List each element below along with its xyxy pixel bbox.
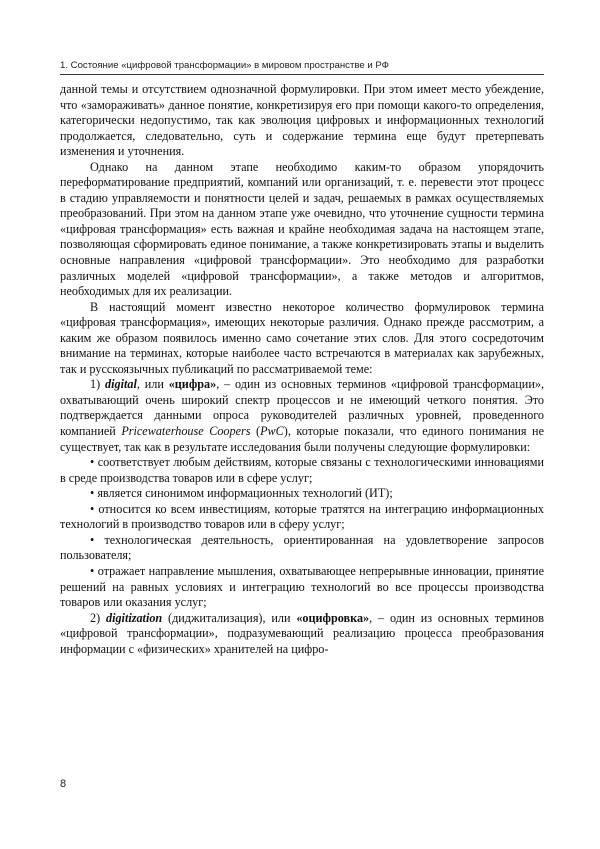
running-header: 1. Состояние «цифровой трансформации» в мировом пространстве и РФ xyxy=(60,60,389,71)
term-item-digital xyxy=(60,377,544,455)
paragraph-terms-intro: В настоящий момент известно некоторое количество формулировок термина «цифровая трансформация», имеющих некоторые различия. Однако прежде рассмотрим, а каким же образом появилось именно само сочетание этих слов. Для этого сосредоточим внимание на терминах, которые наиболее часто встречаются в материалах как зарубежных, так и русскоязычных публикаций по рассматриваемой теме: xyxy=(60,299,544,376)
bullet-item: • технологическая деятельность, ориентированная на удовлетворение запросов пользователя; xyxy=(60,532,544,563)
body-text xyxy=(60,82,544,657)
company-abbreviation: PwC xyxy=(260,424,284,439)
term-definition: , – один из основных терминов «цифровой трансформации», подразумевающий реализацию процесса преобразования информации с «физических» хранителей на цифро- xyxy=(60,610,544,656)
term-parenthetical: (диджитализация), или xyxy=(162,610,297,625)
bullet-item: • является синонимом информационных технологий (ИТ); xyxy=(90,486,393,501)
term-item-digitization xyxy=(60,611,544,658)
page-number: 8 xyxy=(60,778,67,790)
header-rule xyxy=(60,74,544,75)
term-english: digitization xyxy=(105,610,163,625)
bullet-item: • соответствует любым действиям, которые связаны с технологическими инновациями в среде производства товаров или в сфере услуг; xyxy=(60,455,544,485)
bullet-item: • относится ко всем инвестициям, которые тратятся на интеграцию информационных технологий в производство товаров или в сферу услуг; xyxy=(60,501,544,532)
term-number: 1) xyxy=(90,377,101,392)
paragraph-restructuring: Однако на данном этапе необходимо каким-то образом упорядочить переформатирование предприятий, компаний или организаций, т. е. перевести этот процесс в стадию управляемости и понятности целей и задач, решаемых в рамках осуществляемых преобразований. При этом на данном этапе уже очевидно, что уточнение сущности термина «цифровая трансформация» есть важная и крайне необходимая задача на настоящем этапе, позволяющая сформировать единое понимание, а также конкретизировать этапы и выделить основные направления «цифровой трансформации». Это необходимо для разработки различных моделей «цифровой трансформации», а также методов и алгоритмов, необходимых для их реализации. xyxy=(60,159,544,299)
term-english: digital xyxy=(105,377,137,392)
term-definition: , – один из основных терминов «цифровой трансформации», охватывающий очень широкий спектр процессов и не имеющий четкого понятия. Это подтверждается данными опроса руководителей различных уровней, проведенного компанией xyxy=(60,377,544,439)
term-separator: , или xyxy=(136,377,169,392)
paren-open: ( xyxy=(250,424,261,439)
term-russian: «цифра» xyxy=(168,377,217,392)
company-name: Pricewaterhouse Coopers xyxy=(121,424,251,439)
term-definition-end: ), которые показали, что единого понимания не существует, так как в результате исследования были получены следующие формулировки: xyxy=(60,424,544,454)
term-number: 2) xyxy=(90,610,101,625)
term-russian: «оцифровка» xyxy=(296,610,370,625)
paragraph-continued: данной темы и отсутствием однозначной формулировки. При этом имеет место убеждение, что «замораживать» данное понятие, конкретизируя его при помощи какого-то определения, категорически недопустимо, так как эволюция цифровых и информационных технологий продолжается, следовательно, суть и содержание термина еще будут претерпевать изменения и уточнения. xyxy=(60,82,544,159)
bullet-item: • отражает направление мышления, охватывающее непрерывные инновации, принятие решений на равных условиях и интеграцию технологий во все процессы производства товаров или оказания услуг; xyxy=(60,563,544,610)
